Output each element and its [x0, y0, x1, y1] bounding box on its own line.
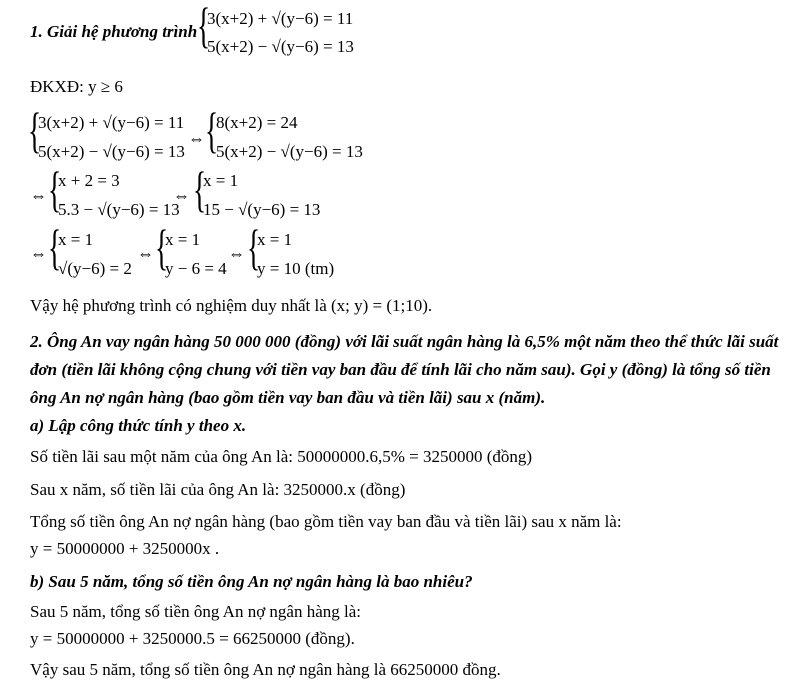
step3-brace-a: { — [48, 219, 62, 275]
step2-eq-a2: 5.3 − √(y−6) = 13 — [58, 200, 180, 219]
problem2-statement-line-3: ông An nợ ngân hàng (bao gồm tiền vay ban đầu và tiền lãi) sau x (năm). — [30, 388, 546, 407]
step1-eq-a1: 3(x+2) + √(y−6) = 11 — [38, 113, 185, 132]
part-a-heading: a) Lập công thức tính y theo x. — [30, 416, 247, 435]
step3-eq-c2: y = 10 (tm) — [257, 259, 335, 278]
step3-eq-c1: x = 1 — [257, 230, 293, 249]
part-b-line-2: y = 50000000 + 3250000.5 = 66250000 (đồng). — [30, 629, 355, 648]
equiv-symbol: ⇔ — [30, 186, 47, 205]
step1-eq-a2: 5(x+2) − √(y−6) = 13 — [38, 142, 185, 161]
problem1-conclusion: Vậy hệ phương trình có nghiệm duy nhất là (x; y) = (1;10). — [30, 296, 433, 315]
part-b-line-3: Vậy sau 5 năm, tổng số tiền ông An nợ ngân hàng là 66250000 đồng. — [30, 660, 501, 679]
equiv-symbol: ⇔ — [137, 244, 154, 263]
step3-eq-a1: x = 1 — [58, 230, 94, 249]
step3-brace-c: { — [247, 219, 261, 275]
part-a-line-3: Tổng số tiền ông An nợ ngân hàng (bao gồm tiền vay ban đầu và tiền lãi) sau x năm là: — [30, 512, 622, 531]
equiv-symbol: ⇔ — [30, 244, 47, 263]
step3-eq-a2: √(y−6) = 2 — [58, 259, 132, 278]
problem2-statement-line-1: 2. Ông An vay ngân hàng 50 000 000 (đồng) với lãi suất ngân hàng là 6,5% một năm theo thể thức lãi suất — [30, 332, 779, 351]
step1-eq-b2: 5(x+2) − √(y−6) = 13 — [216, 142, 363, 161]
problem2-statement-line-2: đơn (tiền lãi không cộng chung với tiền vay ban đầu để tính lãi cho năm sau). Gọi y (đồng) là tổng số tiền — [30, 360, 771, 379]
part-a-line-4: y = 50000000 + 3250000x . — [30, 539, 220, 558]
system-brace: { — [197, 0, 211, 53]
part-b-heading: b) Sau 5 năm, tổng số tiền ông An nợ ngân hàng là bao nhiêu? — [30, 572, 473, 591]
step3-eq-b2: y − 6 = 4 — [165, 259, 227, 278]
system-eq-1: 3(x+2) + √(y−6) = 11 — [207, 9, 354, 28]
step2-eq-b1: x = 1 — [203, 171, 239, 190]
step2-eq-a1: x + 2 = 3 — [58, 171, 120, 190]
part-a-line-2: Sau x năm, số tiền lãi của ông An là: 3250000.x (đồng) — [30, 480, 406, 499]
step1-brace-b: { — [205, 102, 219, 158]
step3-brace-b: { — [155, 219, 169, 275]
step2-brace-b: { — [193, 161, 207, 217]
system-eq-2: 5(x+2) − √(y−6) = 13 — [207, 37, 354, 56]
step1-eq-b1: 8(x+2) = 24 — [216, 113, 298, 132]
equiv-symbol: ⇔ — [173, 186, 190, 205]
part-b-line-1: Sau 5 năm, tổng số tiền ông An nợ ngân hàng là: — [30, 602, 362, 621]
step1-brace-a: { — [28, 102, 42, 158]
equiv-symbol: ⇔ — [188, 129, 205, 148]
equiv-symbol: ⇔ — [228, 244, 245, 263]
part-a-line-1: Số tiền lãi sau một năm của ông An là: 50000000.6,5% = 3250000 (đồng) — [30, 447, 533, 466]
problem1-heading: 1. Giải hệ phương trình — [30, 22, 198, 41]
condition: ĐKXĐ: y ≥ 6 — [30, 77, 123, 96]
step2-brace-a: { — [48, 161, 62, 217]
step2-eq-b2: 15 − √(y−6) = 13 — [203, 200, 321, 219]
step3-eq-b1: x = 1 — [165, 230, 201, 249]
